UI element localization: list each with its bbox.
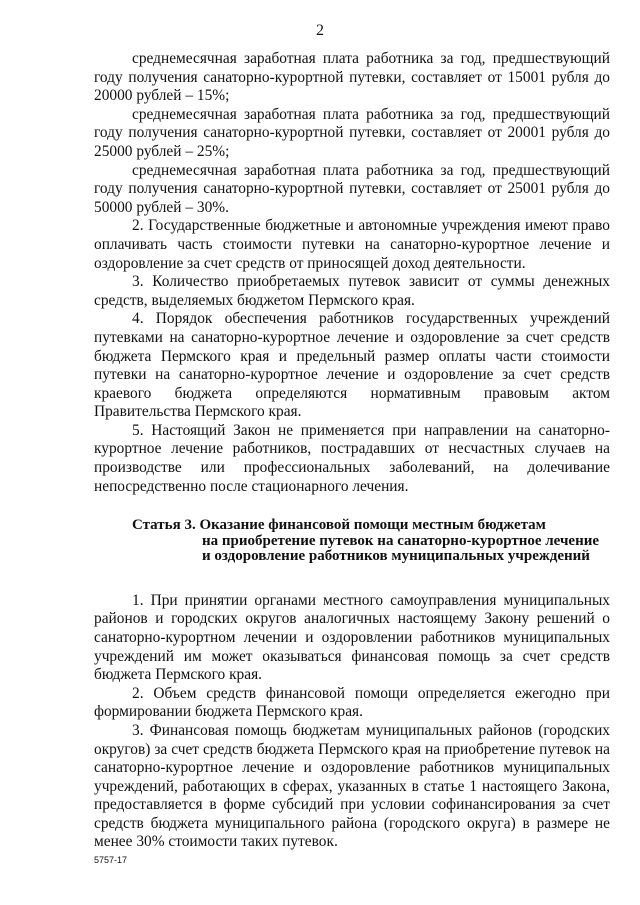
paragraph-salary-30: среднемесячная заработная плата работника за год, предшествующий году получения санаторно-курортной путевки, составляет от 25001 рубля до 50000 рублей – 30%. bbox=[94, 161, 610, 216]
article-3-heading bbox=[94, 518, 610, 565]
page-number: 2 bbox=[316, 22, 324, 39]
article-3-heading-line-1: Статья 3. Оказание финансовой помощи местным бюджетам bbox=[132, 517, 546, 534]
paragraph-clause-3: 3. Количество приобретаемых путевок зависит от суммы денежных средств, выделяемых бюджетом Пермского края. bbox=[94, 273, 610, 309]
paragraph-salary-15: среднемесячная заработная плата работника за год, предшествующий году получения санаторно-курортной путевки, составляет от 15001 рубля до 20000 рублей – 15%; bbox=[94, 50, 610, 105]
paragraph-clause-4: 4. Порядок обеспечения работников государственных учреждений путевками на санаторно-курортное лечение и оздоровление за счет средств бюджета Пермского края и предельный размер оплаты части стоимости путевки на санаторно-курортное лечение и оздоровление за счет средств краевого бюджета определяются нормативным правовым актом Правительства Пермского края. bbox=[94, 310, 610, 421]
paragraph-salary-25: среднемесячная заработная плата работника за год, предшествующий году получения санаторно-курортной путевки, составляет от 20001 рубля до 25000 рублей – 25%; bbox=[94, 105, 610, 160]
article-3-clause-2: 2. Объем средств финансовой помощи определяется ежегодно при формировании бюджета Пермского края. bbox=[94, 684, 610, 721]
article-3-heading-line-3: и оздоровление работников муниципальных учреждений bbox=[202, 548, 590, 565]
article-3-clause-1: 1. При принятии органами местного самоуправления муниципальных районов и городских округов аналогичных настоящему Закону решений о санаторно-курортном лечении и оздоровлении работников муниципальных учреждений им может оказываться финансовая помощь за счет средств бюджета Пермского края. bbox=[94, 591, 610, 684]
article-3-clause-3: 3. Финансовая помощь бюджетам муниципальных районов (городских округов) за счет средств бюджета Пермского края на приобретение путевок на санаторно-курортное лечение и оздоровление работников муниципальных учреждений, работающих в сферах, указанных в статье 1 настоящего Закона, предоставляется в форме субсидий при условии софинансирования за счет средств бюджета муниципального района (городского округа) в размере не менее 30% стоимости таких путевок. bbox=[94, 721, 610, 851]
paragraph-clause-5: 5. Настоящий Закон не применяется при направлении на санаторно-курортное лечение работников, пострадавших от несчастных случаев на производстве или профессиональных заболеваний, на долечивание непосредственно после стационарного лечения. bbox=[94, 421, 610, 495]
article-3-heading-line-2: на приобретение путевок на санаторно-курортное лечение bbox=[202, 532, 600, 549]
document-body bbox=[94, 50, 610, 852]
document-code: 5757-17 bbox=[94, 855, 128, 865]
paragraph-clause-2: 2. Государственные бюджетные и автономные учреждения имеют право оплачивать часть стоимости путевки на санаторно-курортное лечение и оздоровление за счет средств от приносящей доход деятельности. bbox=[94, 217, 610, 272]
